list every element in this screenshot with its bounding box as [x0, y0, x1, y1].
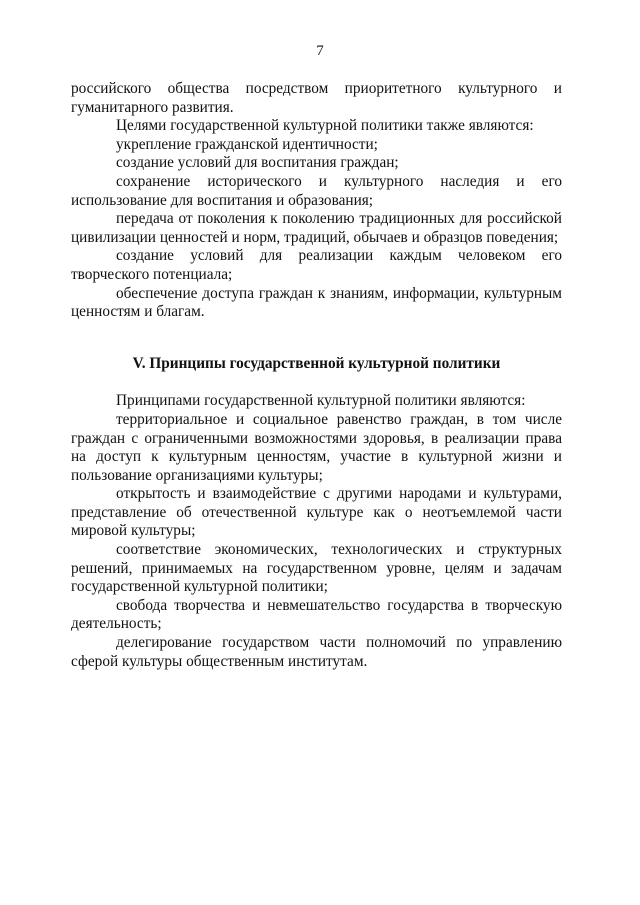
paragraph: соответствие экономических, технологических и структурных решений, принимаемых на государственном уровне, целям и задачам государственной культурной политики; — [71, 541, 562, 596]
paragraph: Целями государственной культурной политики также являются: — [116, 117, 534, 135]
goals-block — [71, 80, 562, 322]
section-heading: V. Принципы государственной культурной политики — [132, 354, 501, 372]
paragraph: территориальное и социальное равенство граждан, в том числе граждан с ограниченными возможностями здоровья, в реализации права на доступ к культурным ценностям, участие в культурной жизни и пользование организациями культуры; — [71, 410, 562, 484]
paragraph: создание условий для воспитания граждан; — [116, 154, 399, 172]
paragraph: открытость и взаимодействие с другими народами и культурами, представление об отечественной культуре как о неотъемлемой части мировой культуры; — [71, 485, 562, 540]
paragraph: российского общества посредством приоритетного культурного и гуманитарного развития. — [71, 80, 562, 116]
paragraph: свобода творчества и невмешательство государства в творческую деятельность; — [71, 596, 562, 633]
paragraph: передача от поколения к поколению традиционных для российской цивилизации ценностей и норм, традиций, обычаев и образцов поведения; — [71, 210, 562, 246]
paragraph: обеспечение доступа граждан к знаниям, информации, культурным ценностям и благам. — [71, 284, 562, 321]
document-body — [71, 80, 562, 671]
paragraph: укрепление гражданской идентичности; — [116, 135, 378, 153]
principles-block — [71, 392, 562, 671]
paragraph: делегирование государством части полномочий по управлению сферой культуры общественным институтам. — [71, 634, 562, 670]
paragraph: сохранение исторического и культурного наследия и его использование для воспитания и образования; — [71, 172, 562, 209]
paragraph: Принципами государственной культурной политики являются: — [116, 392, 526, 410]
page-number: 7 — [316, 43, 324, 59]
paragraph: создание условий для реализации каждым человеком его творческого потенциала; — [71, 247, 562, 283]
